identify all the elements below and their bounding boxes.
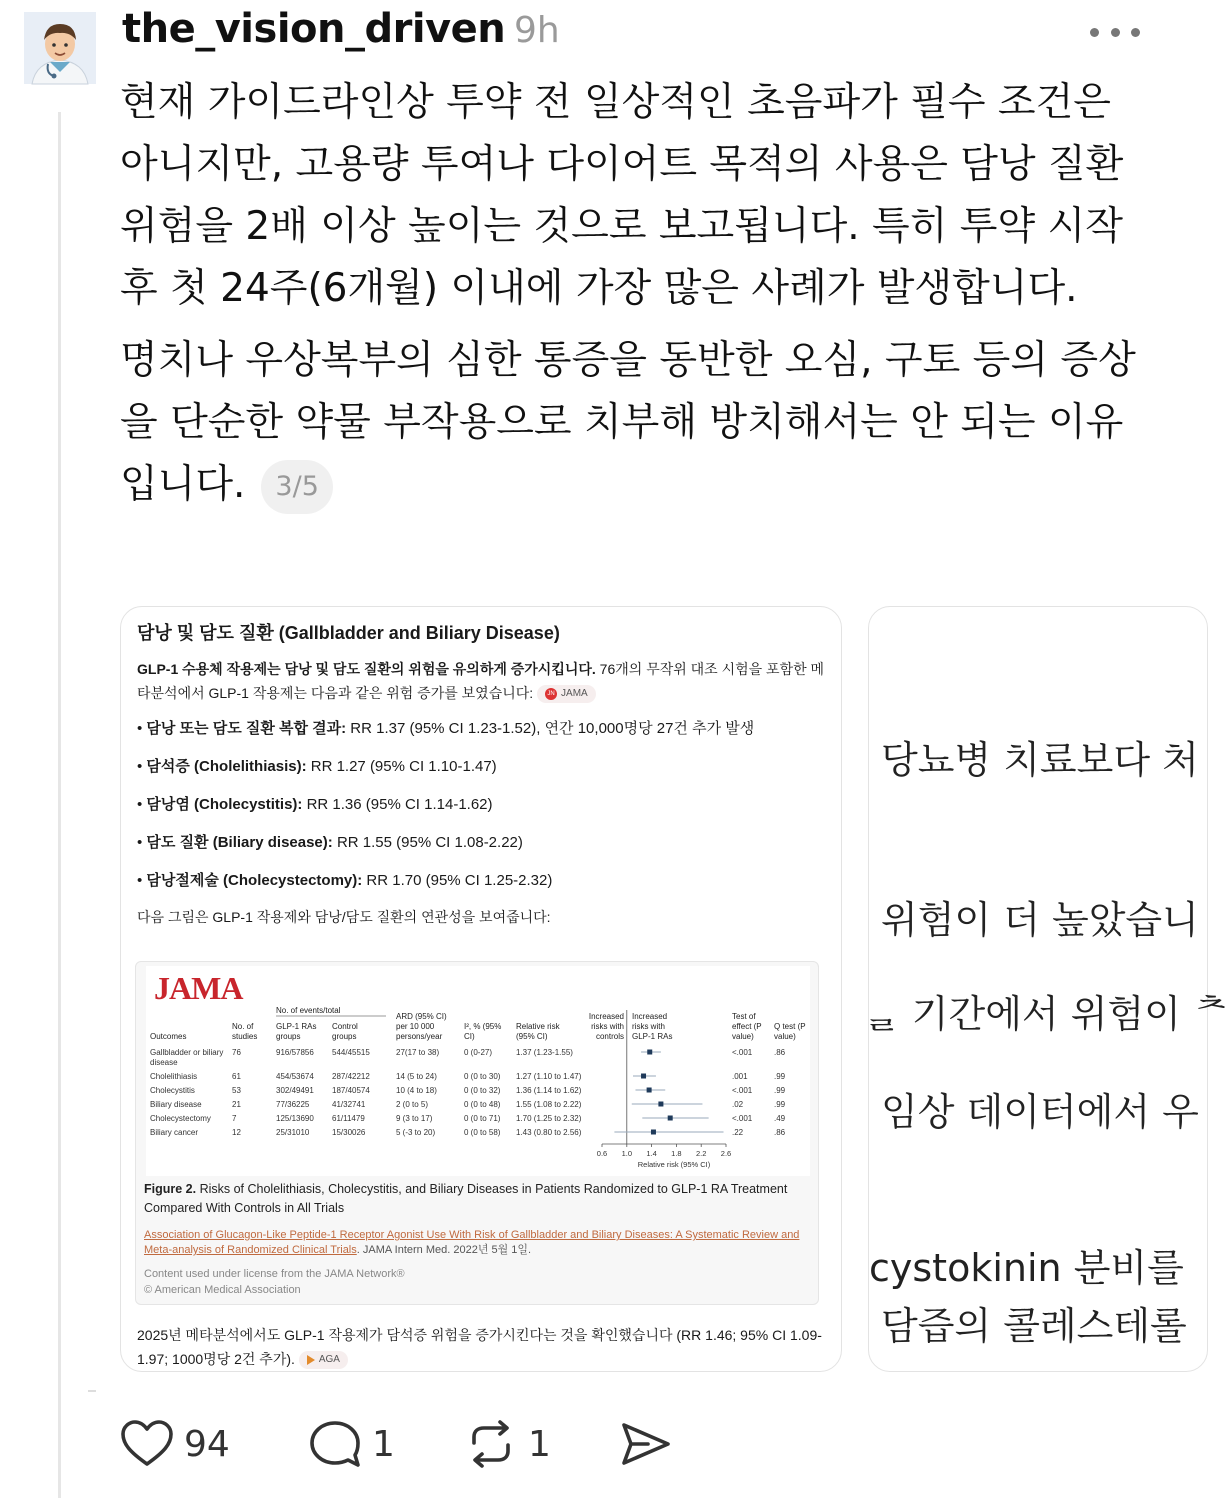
fig-cell-i2: 0 (0 to 58) [464,1128,501,1137]
fig-cell-p: .001 [732,1072,748,1081]
fig-cell-outcome: Biliary cancer [150,1128,199,1137]
fig-cell-q: .99 [774,1086,786,1095]
bullet-item: • 담낭 또는 담도 질환 복합 결과: RR 1.37 (95% CI 1.23-1.52), 연간 10,000명당 27건 추가 발생 [137,720,755,737]
card-footer: 2025년 메타분석에서도 GLP-1 작용제가 담석증 위험을 증가시킨다는 것을 확인했습니다 (RR 1.46; 95% CI 1.09-1.97; 1000명당 2건 추가). AGA [137,1323,827,1371]
fig-cell-glp: 25/31010 [276,1128,310,1137]
share-button[interactable] [618,1412,672,1476]
x-tick-label: 1.0 [621,1149,633,1158]
fig-cell-control: 15/30026 [332,1128,366,1137]
x-tick-label: 2.2 [695,1149,707,1158]
fig-cell-studies: 76 [232,1048,241,1057]
fig-cell-i2: 0 (0 to 30) [464,1072,501,1081]
jama-logo-icon: JN [545,688,557,700]
image-card-2[interactable] [863,606,1230,1372]
card-title: 담낭 및 담도 질환 (Gallbladder and Biliary Disease) [137,623,560,643]
fig-cell-i2: 0 (0 to 32) [464,1086,501,1095]
comment-icon [308,1419,362,1469]
point-estimate [647,1050,652,1055]
fig-cell-q: .99 [774,1072,786,1081]
col-header-outcomes: Outcomes [150,1032,187,1041]
post-time: 9h [514,10,560,51]
fig-cell-rr: 1.70 (1.25 to 2.32) [516,1114,582,1123]
col-header-inc-glp: Increased risks with GLP-1 RAs [632,1012,673,1041]
fig-cell-outcome: Gallbladder or biliary disease [150,1048,224,1067]
col-header-q: Q test (P value) [774,1022,806,1041]
card2-line: cystokinin 분비를 [869,1246,1184,1290]
fig-cell-q: .99 [774,1100,786,1109]
bullet-item: • 담석증 (Cholelithiasis): RR 1.27 (95% CI 1.10-1.47) [137,758,497,775]
figure-panel [135,961,819,1305]
point-estimate [668,1116,673,1121]
fig-cell-i2: 0 (0 to 71) [464,1114,501,1123]
fig-cell-rr: 1.55 (1.08 to 2.22) [516,1100,582,1109]
repost-icon [464,1419,518,1469]
fig-cell-ard: 9 (3 to 17) [396,1114,433,1123]
col-header-control: Control groups [332,1022,358,1041]
fig-cell-outcome: Cholelithiasis [150,1072,198,1081]
point-estimate [641,1074,646,1079]
post-body [120,72,1160,526]
image-card-1[interactable] [120,606,842,1372]
fig-cell-outcome: Cholecystitis [150,1086,195,1095]
col-header-glp: GLP-1 RAs groups [276,1022,317,1041]
card2-line: ᆯ 기간에서 위험이 ᄎ [863,992,1230,1036]
citation: Association of Glucagon-Like Peptide-1 Receptor Agonist Use With Risk of Gallbladder and Biliary Diseases: A Systematic Review and Meta-analysis of Randomized Clinical Trials. JAMA Intern Med. 2022년 5월 1일. [144,1229,800,1256]
fig-cell-p: <.001 [732,1086,753,1095]
col-header-inc-ctrl: Increased risks with controls [588,1012,624,1041]
fig-cell-studies: 21 [232,1100,241,1109]
fig-cell-i2: 0 (0-27) [464,1048,493,1057]
fig-cell-ard: 5 (-3 to 20) [396,1128,436,1137]
send-icon [618,1419,672,1469]
fig-cell-studies: 61 [232,1072,241,1081]
username[interactable]: the_vision_driven [122,6,506,52]
forest-plot [146,966,810,1176]
citation-link[interactable]: Association of Glucagon-Like Peptide-1 Receptor Agonist Use With Risk of Gallbladder and Biliary Diseases: A Systematic Review and Meta-analysis of Randomized Clinical Trials [144,1229,800,1256]
action-bar [120,1412,720,1476]
fig-cell-q: .49 [774,1114,786,1123]
divider [88,1390,96,1392]
card2-line: 임상 데이터에서 우 [881,1090,1199,1134]
doctor-avatar-icon [24,12,96,84]
fig-cell-control: 287/42212 [332,1072,370,1081]
bullet-item: • 담낭염 (Cholecystitis): RR 1.36 (95% CI 1.14-1.62) [137,796,493,813]
fig-cell-glp: 125/13690 [276,1114,314,1123]
repost-count: 1 [528,1423,551,1465]
fig-cell-outcome: Biliary disease [150,1100,202,1109]
bullet-item: • 담도 질환 (Biliary disease): RR 1.55 (95% CI 1.08-2.22) [137,834,523,851]
fig-cell-q: .86 [774,1128,786,1137]
reply-count: 1 [372,1423,395,1465]
point-estimate [658,1102,663,1107]
x-axis-label: Relative risk (95% CI) [637,1160,711,1169]
col-header-ard: ARD (95% CI) per 10 000 persons/year [396,1012,447,1041]
card2-line: 담즙의 콜레스테롤 [881,1304,1187,1348]
x-tick-label: 2.6 [720,1149,732,1158]
fig-cell-ard: 14 (5 to 24) [396,1072,437,1081]
figure-caption: Figure 2. Risks of Cholelithiasis, Cholecystitis, and Biliary Diseases in Patients Randomized to GLP-1 RA Treatment Compared With Controls in All Trials [144,1182,788,1215]
repost-button[interactable] [464,1412,551,1476]
fig-cell-glp: 77/36225 [276,1100,310,1109]
col-header-studies: No. of studies [232,1022,258,1041]
fig-cell-studies: 53 [232,1086,241,1095]
source-chip-aga[interactable]: AGA [299,1351,348,1369]
fig-cell-ard: 10 (4 to 18) [396,1086,437,1095]
heart-icon [120,1420,174,1468]
fig-cell-p: .02 [732,1100,744,1109]
fig-cell-control: 187/40574 [332,1086,370,1095]
fig-cell-outcome: Cholecystectomy [150,1114,211,1123]
fig-cell-rr: 1.43 (0.80 to 2.56) [516,1128,582,1137]
more-options-icon[interactable] [1090,22,1140,42]
col-header-i2: I², % (95% CI) [464,1022,502,1041]
thread-pager: 3/5 [261,460,332,514]
fig-cell-rr: 1.36 (1.14 to 1.62) [516,1086,582,1095]
fig-cell-glp: 302/49491 [276,1086,314,1095]
post-paragraph: 명치나 우상복부의 심한 통증을 동반한 오심, 구토 등의 증상을 단순한 약물 부작용으로 치부해 방치해서는 안 되는 이유입니다. 3/5 [120,330,1160,516]
play-icon [307,1355,315,1365]
fig-cell-p: <.001 [732,1114,753,1123]
col-header-events: No. of events/total [276,1006,341,1015]
x-tick-label: 1.4 [646,1149,657,1158]
point-estimate [647,1088,652,1093]
x-tick-label: 1.8 [671,1149,682,1158]
card2-line: 당뇨병 치료보다 처 [881,738,1199,782]
fig-cell-rr: 1.37 (1.23-1.55) [516,1048,573,1057]
point-estimate [651,1130,656,1135]
fig-cell-rr: 1.27 (1.10 to 1.47) [516,1072,582,1081]
fig-cell-control: 41/32741 [332,1100,366,1109]
license-text: Content used under license from the JAMA Network® © American Medical Association [144,1268,405,1296]
fig-cell-p: <.001 [732,1048,753,1057]
like-button[interactable] [120,1412,230,1476]
card2-line: 위험이 더 높았습니 [881,898,1199,942]
post-paragraph: 현재 가이드라인상 투약 전 일상적인 초음파가 필수 조건은 아니지만, 고용량 투여나 다이어트 목적의 사용은 담낭 질환 위험을 2배 이상 높이는 것으로 보고됩니다. 특히 투약 시작 후 첫 24주(6개월) 이내에 가장 많은 사례가 발생합니다. [120,80,1124,311]
fig-cell-control: 544/45515 [332,1048,370,1057]
source-chip-jama[interactable]: JN JAMA [537,685,596,703]
reply-button[interactable] [308,1412,395,1476]
forest-plot-marks [146,966,810,1176]
thread-line [58,112,61,1498]
fig-cell-studies: 12 [232,1128,241,1137]
like-count: 94 [184,1423,230,1465]
fig-cell-glp: 454/53674 [276,1072,314,1081]
avatar[interactable] [24,12,96,84]
col-header-rr: Relative risk (95% CI) [516,1022,560,1041]
fig-cell-ard: 27(17 to 38) [396,1048,440,1057]
jama-logo: JAMA [154,970,243,1006]
card-lead: GLP-1 수용체 작용제는 담낭 및 담도 질환의 위험을 유의하게 증가시킵니다. 76개의 무작위 대조 시험을 포함한 메타분석에서 GLP-1 작용제는 다음과 같은 위험 증가를 보였습니다: JN JAMA [137,657,827,705]
fig-cell-q: .86 [774,1048,786,1057]
fig-cell-i2: 0 (0 to 48) [464,1100,501,1109]
x-tick-label: 0.6 [596,1149,608,1158]
figure-intro: 다음 그림은 GLP-1 작용제와 담낭/담도 질환의 연관성을 보여줍니다: [137,909,551,925]
fig-cell-studies: 7 [232,1114,237,1123]
fig-cell-p: .22 [732,1128,744,1137]
fig-cell-glp: 916/57856 [276,1048,314,1057]
fig-cell-control: 61/11479 [332,1114,365,1123]
bullet-item: • 담낭절제술 (Cholecystectomy): RR 1.70 (95% CI 1.25-2.32) [137,872,553,889]
fig-cell-ard: 2 (0 to 5) [396,1100,429,1109]
col-header-test: Test of effect (P value) [732,1012,762,1041]
